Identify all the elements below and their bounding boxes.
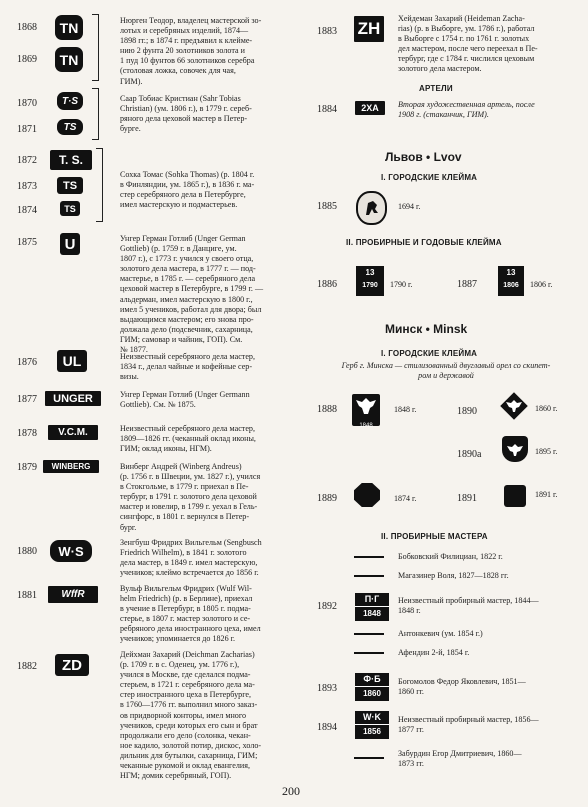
entry-number: 1873: [17, 181, 37, 192]
entry-number: 1893: [317, 683, 337, 694]
assay-mark-1894: W·K 1856: [355, 711, 389, 739]
hallmark-tn: TN: [55, 47, 83, 72]
mark-year: 1848 г.: [394, 405, 417, 414]
entry-number: 1881: [17, 590, 37, 601]
mark-year: 1860 г.: [535, 404, 558, 413]
lion-icon: [358, 193, 385, 223]
mark-year: 1694 г.: [398, 202, 421, 211]
hallmark-ts: TS: [57, 177, 83, 194]
hallmark-ts: TS: [60, 201, 80, 216]
entry-text-ul: Неизвестный серебряного дела мастер, 1834 г., делал чайные и кофейные сер- визы.: [120, 352, 255, 382]
blank-mark: [354, 556, 384, 558]
hallmark-zd: ZD: [55, 654, 89, 676]
entry-text-artel: Вторая художественная артель, после 1908 г. (стаканчик, ГИМ).: [398, 100, 535, 120]
entry-number: 1871: [17, 124, 37, 135]
entry-number: 1883: [317, 26, 337, 37]
eagle-mark-1891: [504, 485, 526, 507]
assay-master: Забурдин Егор Дмитриевич, 1860— 1873 гг.: [398, 749, 522, 769]
page-number: 200: [282, 784, 300, 798]
entry-number: 1884: [317, 104, 337, 115]
entry-text-ws: Зенгбуш Фридрих Вильгельм (Sengbusch Friedrich Wilhelm), в 1841 г. золотого дела мастер, в 1849 г. имел мастерскую, учеников; клеймо встречается до 1856 г.: [120, 538, 262, 578]
mark-year: 1895 г.: [535, 447, 558, 456]
hallmark-wff: WffR: [48, 586, 98, 603]
hallmark-winberg: WINBERG: [43, 460, 99, 473]
blank-mark: [354, 652, 384, 654]
entry-text-unger: Унгер Герман Готлиб (Unger Germann Gottlieb). См. № 1875.: [120, 390, 250, 410]
lion-shield-mark: [356, 191, 387, 225]
entry-text-zd: Дейхман Захарий (Deichman Zacharias) (р. 1709 г. в с. Оденец, ум. 1776 г.), учился в Москве, где сделался подма- стерьем, в 1721 г. серебряного дела ма- стер иностранного цеха в Петербурге, в 1760—1776 гг. выполнил много заказ- ов придворной конторы, имел много учеников, среди которых его сын и брат продолжали его дело (солонка, чекан- ное кадило, золотой потир, дискос, холо- дильник для бутылки, сахарница, ГИМ; чеканные рукомой и оклад евангелия, НГМ; домик серебряный, ГОП).: [120, 650, 262, 781]
bracket: [92, 88, 99, 140]
entry-text-zh: Хейдеман Захарий (Heideman Zacha- rias) (р. в Выборге, ум. 1786 г.), работал в Выборге с 1754 г. по 1761 г. золотых дел мастером, после чего переехал в Пе- тербург, где с 1784 г. числился цеховым золотого дела мастером.: [398, 14, 538, 74]
assay-master: Бобковский Филициан, 1822 г.: [398, 552, 503, 561]
hallmark-u: U: [60, 233, 80, 255]
entry-text-tn: Нюрген Теодор, владелец мастерской зо- лотых и серебряных изделий, 1874— 1898 гг.; в 1874 г. предъявил к клейме- нию 2 фунта 20 золотников золота и 1 пуд 10 фунтов 66 золотников серебра (столовая ложка, совочек для чая, ГИМ).: [120, 16, 262, 86]
entry-number: 1868: [17, 22, 37, 33]
entry-number: 1890: [457, 406, 477, 417]
subsection-title: I. ГОРОДСКИЕ КЛЕЙМА: [381, 349, 478, 358]
entry-number: 1887: [457, 279, 477, 290]
eagle-icon: [504, 442, 526, 458]
entry-number: 1869: [17, 54, 37, 65]
section-title-arteli: АРТЕЛИ: [419, 84, 453, 93]
hallmark-ts: TS: [57, 119, 83, 135]
entry-text-ts: Саар Тобиас Кристиан (Sahr Tobias Christian) (ум. 1806 г.), в 1779 г. сереб- ряного дела цеховой мастер в Петер- бурге.: [120, 94, 252, 134]
assay-mark-1893: Ф·Б 1860: [355, 673, 389, 701]
eagle-mark-1889: [354, 483, 380, 507]
entry-number: 1886: [317, 279, 337, 290]
entry-number: 1877: [17, 394, 37, 405]
entry-number: 1889: [317, 493, 337, 504]
blank-mark: [354, 757, 384, 759]
assay-master: Антонкевич (ум. 1854 г.): [398, 629, 483, 638]
entry-number: 1888: [317, 404, 337, 415]
hallmark-artel: 2ХА: [355, 101, 385, 115]
entry-number: 1872: [17, 155, 37, 166]
mark-year: 1806 г.: [530, 280, 553, 289]
assay-master: Магазинер Воля, 1827—1828 гг.: [398, 571, 509, 580]
hallmark-tn: TN: [55, 15, 83, 40]
subsection-title: II. ПРОБИРНЫЕ МАСТЕРА: [381, 532, 488, 541]
mark-year: 1891 г.: [535, 490, 558, 499]
hallmark-ts: T·S: [57, 92, 83, 110]
hallmark-ul: UL: [57, 350, 87, 372]
bracket: [96, 148, 103, 222]
blank-mark: [354, 575, 384, 577]
entry-number: 1880: [17, 546, 37, 557]
section-title-minsk: Минск • Minsk: [385, 322, 468, 336]
assay-master: Неизвестный пробирный мастер, 1844— 1848 г.: [398, 596, 539, 616]
entry-number: 1874: [17, 205, 37, 216]
assay-mark-1892: П·Г 1848: [355, 593, 389, 621]
entry-number: 1891: [457, 493, 477, 504]
entry-number: 1875: [17, 237, 37, 248]
blank-mark: [354, 633, 384, 635]
hallmark-vcm: V.C.M.: [48, 425, 98, 440]
eagle-icon: [352, 394, 380, 418]
hallmark-ws: W·S: [50, 540, 92, 562]
assay-master: Афендин 2-й, 1854 г.: [398, 648, 470, 657]
entry-number: 1890a: [457, 449, 482, 460]
entry-number: 1885: [317, 201, 337, 212]
entry-text-winberg: Винберг Андрей (Winberg Andreus) (р. 1756 г. в Швеции, ум. 1827 г.), учился в Стокгольме, в 1779 г. приехал в Пе- тербург, в 1791 г. золотого дела цеховой мастер и ювелир, в 1799 г. уехал в Гель- сингфорс, в 1801 г. вернулся в Петер- бург.: [120, 462, 261, 532]
hallmark-zh: ZH: [354, 16, 384, 42]
entry-number: 1894: [317, 722, 337, 733]
minsk-coat-description: Герб г. Минска — стилизованный двуглавый орел со скипет- ром и державой: [341, 361, 551, 381]
assay-mark-1886: 13 1790: [356, 266, 384, 296]
mark-year: 1790 г.: [390, 280, 413, 289]
entry-text-ts: Сохка Томас (Sohka Thomas) (р. 1804 г. в Финляндии, ум. 1865 г.), в 1836 г. ма- стер серебряного дела в Петербурге, имел мастерскую и подмастерьев.: [120, 170, 255, 210]
entry-number: 1892: [317, 601, 337, 612]
entry-text-u: Унгер Герман Готлиб (Unger German Gottlieb) (р. 1759 г. в Данциге, ум. 1807 г.), с 1773 г. учился у своего отца, золотого дела мастера, в 1777 г. — под- мастерье, в 1785 г. — серебряного дела цеховой мастер в Петербурге, в 1799 г. — альдерман, имел мастерскую в 1800 г., имел 5 учеников, работал для двора; был выдающимся мастером; его знова про- должала дело (подсвечник, сахарница, ГИМ; самовар и чайник, ГОП). См. № 1877.: [120, 234, 264, 355]
hallmark-ts: T. S.: [50, 150, 92, 170]
assay-master: Неизвестный пробирный мастер, 1856— 1877 гг.: [398, 715, 539, 735]
eagle-icon: [503, 398, 525, 414]
entry-number: 1879: [17, 462, 37, 473]
subsection-title: II. ПРОБИРНЫЕ И ГОДОВЫЕ КЛЕЙМА: [346, 238, 502, 247]
entry-number: 1878: [17, 428, 37, 439]
mark-year: 1874 г.: [394, 494, 417, 503]
hallmark-unger: UNGER: [45, 391, 101, 406]
entry-number: 1882: [17, 661, 37, 672]
eagle-mark-1888: 1848: [352, 394, 380, 426]
entry-text-vcm: Неизвестный серебряного дела мастер, 1809—1826 гг. (чеканный оклад иконы, ГИМ; оклад иконы, НГМ).: [120, 424, 256, 454]
section-title-lvov: Львов • Lvov: [385, 150, 462, 164]
subsection-title: I. ГОРОДСКИЕ КЛЕЙМА: [381, 173, 478, 182]
entry-text-wff: Вульф Вильгельм Фридрих (Wulf Wil- helm Friedrich) (р. в Берлине), приехал в учение в Петербург, в 1805 г. подма- стерье, в 1807 г. мастер золотого и се- ребряного дела иностранного цеха, имел учеников; упоминается до 1826 г.: [120, 584, 261, 644]
bracket: [92, 14, 99, 81]
entry-number: 1870: [17, 98, 37, 109]
entry-number: 1876: [17, 357, 37, 368]
assay-master: Богомолов Федор Яковлевич, 1851— 1860 гг.: [398, 677, 526, 697]
assay-mark-1887: 13 1806: [498, 266, 524, 296]
